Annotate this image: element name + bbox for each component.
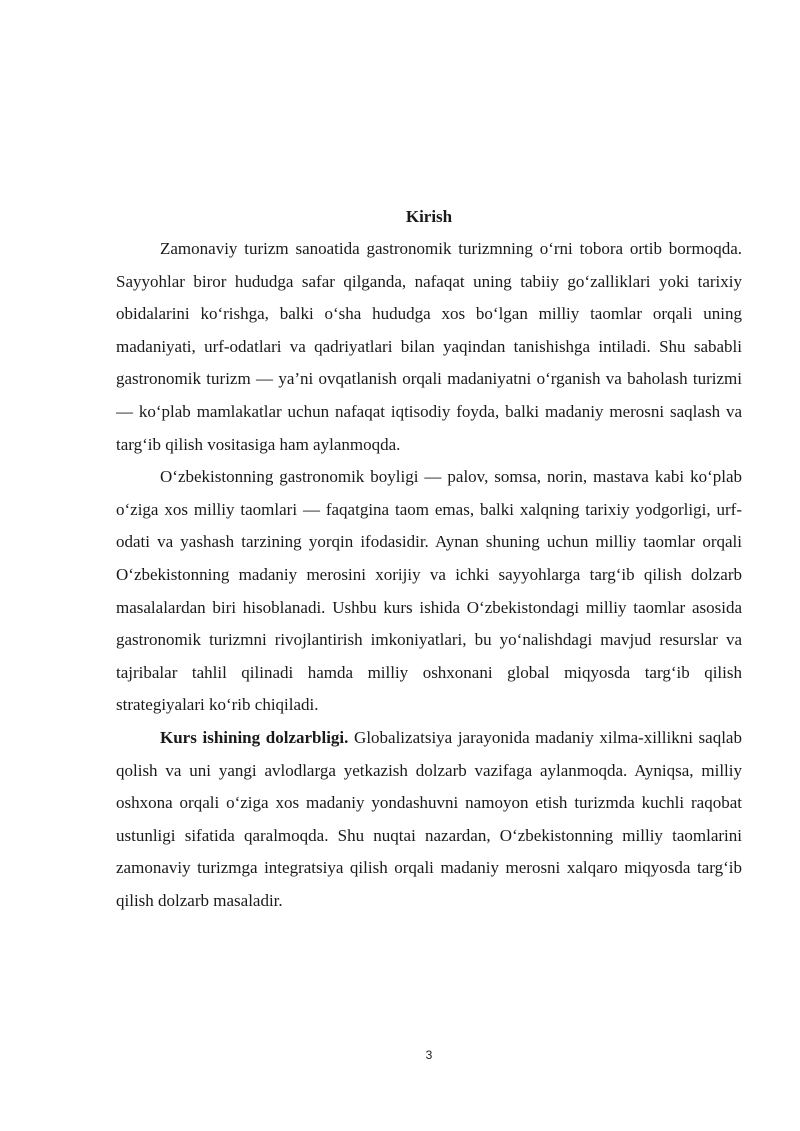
paragraph-lead-bold: Kurs ishining dolzarbligi. bbox=[160, 727, 349, 747]
paragraph-text: Zamonaviy turizm sanoatida gastronomik turizmning o‘rni tobora ortib bormoqda. Sayyohlar biror hududga safar qilganda, nafaqat uning tabiiy go‘zalliklari yoki tarixiy obidalarini ko‘rishga, balki o‘sha hududga xos bo‘lgan milliy taomlar orqali uning madaniyati, urf-odatlari va qadriyatlari bilan yaqindan tanishishga intiladi. Shu sababli gastronomik turizm — ya’ni ovqatlanish orqali madaniyatni o‘rganish va baholash turizmi — ko‘plab mamlakatlar uchun nafaqat iqtisodiy foyda, balki madaniy merosni saqlash va targ‘ib qilish vositasiga ham aylanmoqda. bbox=[116, 239, 742, 454]
paragraph-text: Globalizatsiya jarayonida madaniy xilma-xillikni saqlab qolish va uni yangi avlodlarga yetkazish dolzarb vazifaga aylanmoqda. Ayniqsa, milliy oshxona orqali o‘ziga xos madaniy yondashuvni namoyon etish turizmda kuchli raqobat ustunligi sifatida qaralmoqda. Shu nuqtai nazardan, O‘zbekistonning milliy taomlarini zamonaviy turizmga integratsiya qilish orqali madaniy merosni xalqaro miqyosda targ‘ib qilish dolzarb masaladir. bbox=[116, 727, 742, 910]
paragraph-gastronomy bbox=[116, 461, 742, 722]
body-text bbox=[116, 233, 742, 917]
page-number: 3 bbox=[425, 1048, 433, 1062]
paragraph-relevance bbox=[116, 722, 742, 918]
paragraph-text: O‘zbekistonning gastronomik boyligi — palov, somsa, norin, mastava kabi ko‘plab o‘ziga xos milliy taomlari — faqatgina taom emas, balki xalqning tarixiy yodgorligi, urf-odati va yashash tarzining yorqin ifodasidir. Aynan shuning uchun milliy taomlar orqali O‘zbekistonning madaniy merosini xorijiy va ichki sayyohlarga targ‘ib qilish dolzarb masalalardan biri hisoblanadi. Ushbu kurs ishida O‘zbekistondagi milliy taomlar asosida gastronomik turizmni rivojlantirish imkoniyatlari, bu yo‘nalishdagi mavjud resurslar va tajribalar tahlil qilinadi hamda milliy oshxonani global miqyosda targ‘ib qilish strategiyalari ko‘rib chiqiladi. bbox=[116, 467, 742, 715]
section-heading: Kirish bbox=[405, 207, 453, 226]
paragraph-intro bbox=[116, 233, 742, 461]
